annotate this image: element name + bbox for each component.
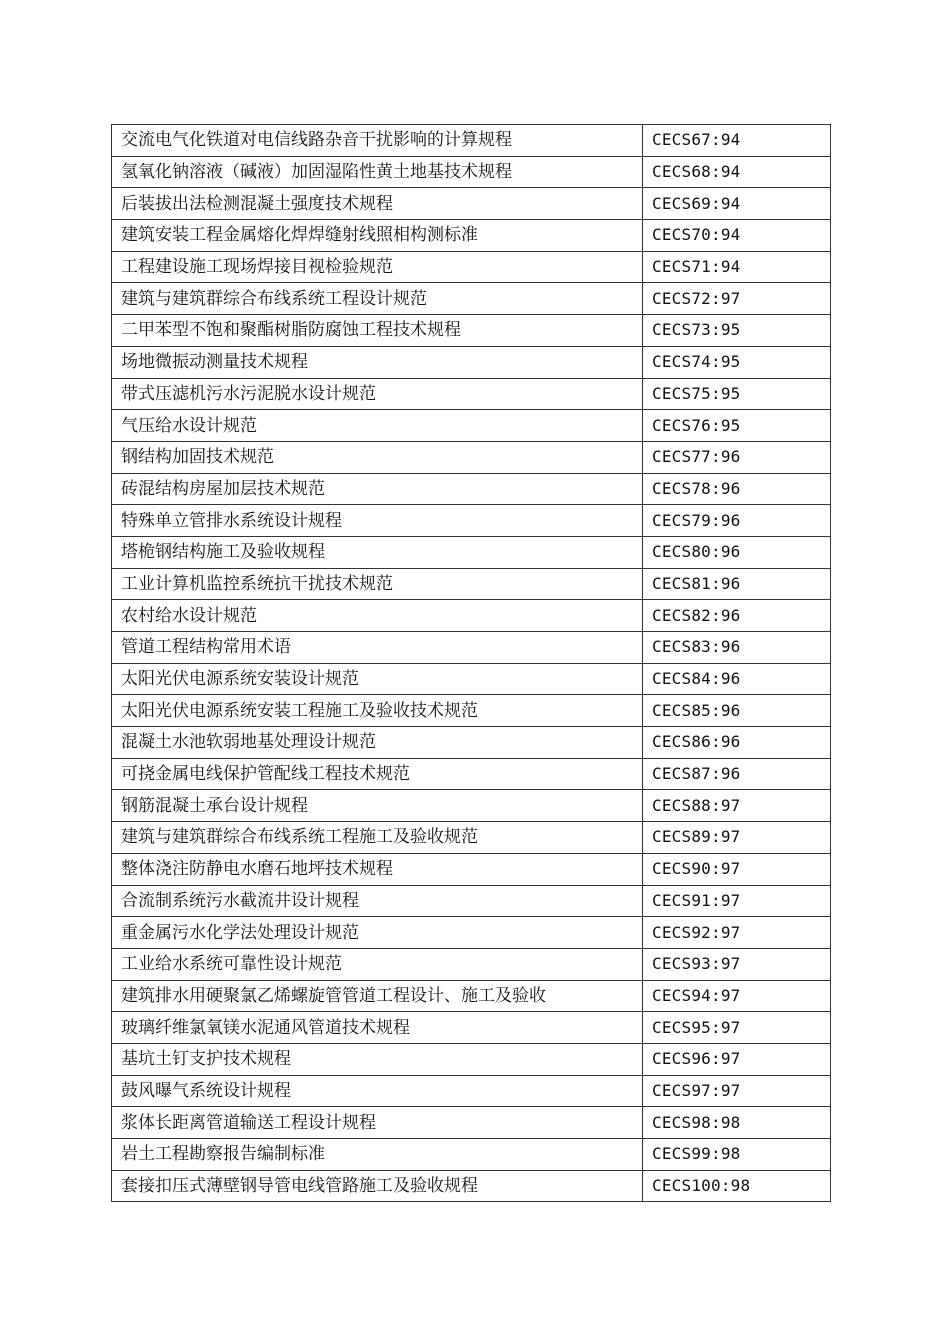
table-row	[112, 378, 831, 410]
standard-title-cell: 砖混结构房屋加层技术规范	[112, 473, 643, 505]
standard-title-cell: 钢筋混凝土承台设计规程	[112, 790, 643, 822]
table-row	[112, 1012, 831, 1044]
standard-title-cell: 套接扣压式薄壁钢导管电线管路施工及验收规程	[112, 1170, 643, 1202]
table-row	[112, 188, 831, 220]
standard-code-cell: CECS87:96	[643, 758, 831, 790]
standard-title-cell: 太阳光伏电源系统安装工程施工及验收技术规范	[112, 695, 643, 727]
table-row	[112, 695, 831, 727]
table-row	[112, 1139, 831, 1171]
standards-table-body	[112, 125, 831, 1202]
table-row	[112, 410, 831, 442]
standard-code-cell: CECS92:97	[643, 917, 831, 949]
standard-title-cell: 玻璃纤维氯氧镁水泥通风管道技术规程	[112, 1012, 643, 1044]
table-row	[112, 980, 831, 1012]
standard-title-cell: 管道工程结构常用术语	[112, 632, 643, 664]
standard-title-cell: 交流电气化铁道对电信线路杂音干扰影响的计算规程	[112, 125, 643, 157]
standard-title-cell: 重金属污水化学法处理设计规范	[112, 917, 643, 949]
standard-code-cell: CECS78:96	[643, 473, 831, 505]
standard-title-cell: 工业给水系统可靠性设计规范	[112, 948, 643, 980]
standard-code-cell: CECS82:96	[643, 600, 831, 632]
table-row	[112, 220, 831, 252]
table-row	[112, 948, 831, 980]
standard-code-cell: CECS81:96	[643, 568, 831, 600]
table-row	[112, 251, 831, 283]
table-row	[112, 885, 831, 917]
standard-title-cell: 太阳光伏电源系统安装设计规范	[112, 663, 643, 695]
standard-code-cell: CECS67:94	[643, 125, 831, 157]
table-row	[112, 473, 831, 505]
standard-code-cell: CECS96:97	[643, 1043, 831, 1075]
standard-title-cell: 工程建设施工现场焊接目视检验规范	[112, 251, 643, 283]
standard-title-cell: 氢氧化钠溶液（碱液）加固湿陷性黄土地基技术规程	[112, 156, 643, 188]
standard-code-cell: CECS99:98	[643, 1139, 831, 1171]
standard-title-cell: 二甲苯型不饱和聚酯树脂防腐蚀工程技术规程	[112, 315, 643, 347]
table-row	[112, 727, 831, 759]
standard-title-cell: 建筑与建筑群综合布线系统工程施工及验收规范	[112, 822, 643, 854]
table-row	[112, 346, 831, 378]
standard-code-cell: CECS79:96	[643, 505, 831, 537]
table-row	[112, 315, 831, 347]
standard-title-cell: 工业计算机监控系统抗干扰技术规范	[112, 568, 643, 600]
standard-title-cell: 基坑土钉支护技术规程	[112, 1043, 643, 1075]
standard-title-cell: 带式压滤机污水污泥脱水设计规范	[112, 378, 643, 410]
standard-title-cell: 整体浇注防静电水磨石地坪技术规程	[112, 853, 643, 885]
table-row	[112, 505, 831, 537]
standard-code-cell: CECS100:98	[643, 1170, 831, 1202]
standard-title-cell: 建筑与建筑群综合布线系统工程设计规范	[112, 283, 643, 315]
standard-code-cell: CECS69:94	[643, 188, 831, 220]
standard-code-cell: CECS83:96	[643, 632, 831, 664]
standard-code-cell: CECS73:95	[643, 315, 831, 347]
standard-code-cell: CECS98:98	[643, 1107, 831, 1139]
standard-code-cell: CECS94:97	[643, 980, 831, 1012]
standard-title-cell: 塔桅钢结构施工及验收规程	[112, 536, 643, 568]
standard-code-cell: CECS84:96	[643, 663, 831, 695]
standard-code-cell: CECS68:94	[643, 156, 831, 188]
standard-title-cell: 场地微振动测量技术规程	[112, 346, 643, 378]
standards-table	[111, 124, 831, 1202]
table-row	[112, 917, 831, 949]
standard-code-cell: CECS88:97	[643, 790, 831, 822]
table-row	[112, 663, 831, 695]
table-row	[112, 283, 831, 315]
standard-title-cell: 可挠金属电线保护管配线工程技术规范	[112, 758, 643, 790]
standard-code-cell: CECS76:95	[643, 410, 831, 442]
standard-code-cell: CECS72:97	[643, 283, 831, 315]
table-row	[112, 600, 831, 632]
standard-code-cell: CECS89:97	[643, 822, 831, 854]
standard-code-cell: CECS90:97	[643, 853, 831, 885]
table-row	[112, 758, 831, 790]
standard-code-cell: CECS85:96	[643, 695, 831, 727]
table-row	[112, 156, 831, 188]
standard-title-cell: 钢结构加固技术规范	[112, 441, 643, 473]
standard-title-cell: 鼓风曝气系统设计规程	[112, 1075, 643, 1107]
standard-code-cell: CECS93:97	[643, 948, 831, 980]
table-row	[112, 853, 831, 885]
table-row	[112, 441, 831, 473]
standard-title-cell: 农村给水设计规范	[112, 600, 643, 632]
standard-code-cell: CECS70:94	[643, 220, 831, 252]
table-row	[112, 822, 831, 854]
table-row	[112, 790, 831, 822]
table-row	[112, 1075, 831, 1107]
standard-code-cell: CECS95:97	[643, 1012, 831, 1044]
standard-code-cell: CECS97:97	[643, 1075, 831, 1107]
standard-code-cell: CECS86:96	[643, 727, 831, 759]
standard-title-cell: 合流制系统污水截流井设计规程	[112, 885, 643, 917]
standard-title-cell: 气压给水设计规范	[112, 410, 643, 442]
table-row	[112, 632, 831, 664]
standard-code-cell: CECS77:96	[643, 441, 831, 473]
standard-title-cell: 后装拔出法检测混凝土强度技术规程	[112, 188, 643, 220]
standard-code-cell: CECS80:96	[643, 536, 831, 568]
table-row	[112, 125, 831, 157]
standard-title-cell: 特殊单立管排水系统设计规程	[112, 505, 643, 537]
standard-code-cell: CECS75:95	[643, 378, 831, 410]
table-row	[112, 1107, 831, 1139]
standard-code-cell: CECS74:95	[643, 346, 831, 378]
table-row	[112, 1043, 831, 1075]
standard-code-cell: CECS71:94	[643, 251, 831, 283]
standard-title-cell: 岩土工程勘察报告编制标准	[112, 1139, 643, 1171]
table-row	[112, 536, 831, 568]
standard-title-cell: 混凝土水池软弱地基处理设计规范	[112, 727, 643, 759]
standard-title-cell: 浆体长距离管道输送工程设计规程	[112, 1107, 643, 1139]
standard-title-cell: 建筑排水用硬聚氯乙烯螺旋管管道工程设计、施工及验收	[112, 980, 643, 1012]
table-row	[112, 568, 831, 600]
standard-code-cell: CECS91:97	[643, 885, 831, 917]
standard-title-cell: 建筑安装工程金属熔化焊焊缝射线照相构测标准	[112, 220, 643, 252]
table-row	[112, 1170, 831, 1202]
